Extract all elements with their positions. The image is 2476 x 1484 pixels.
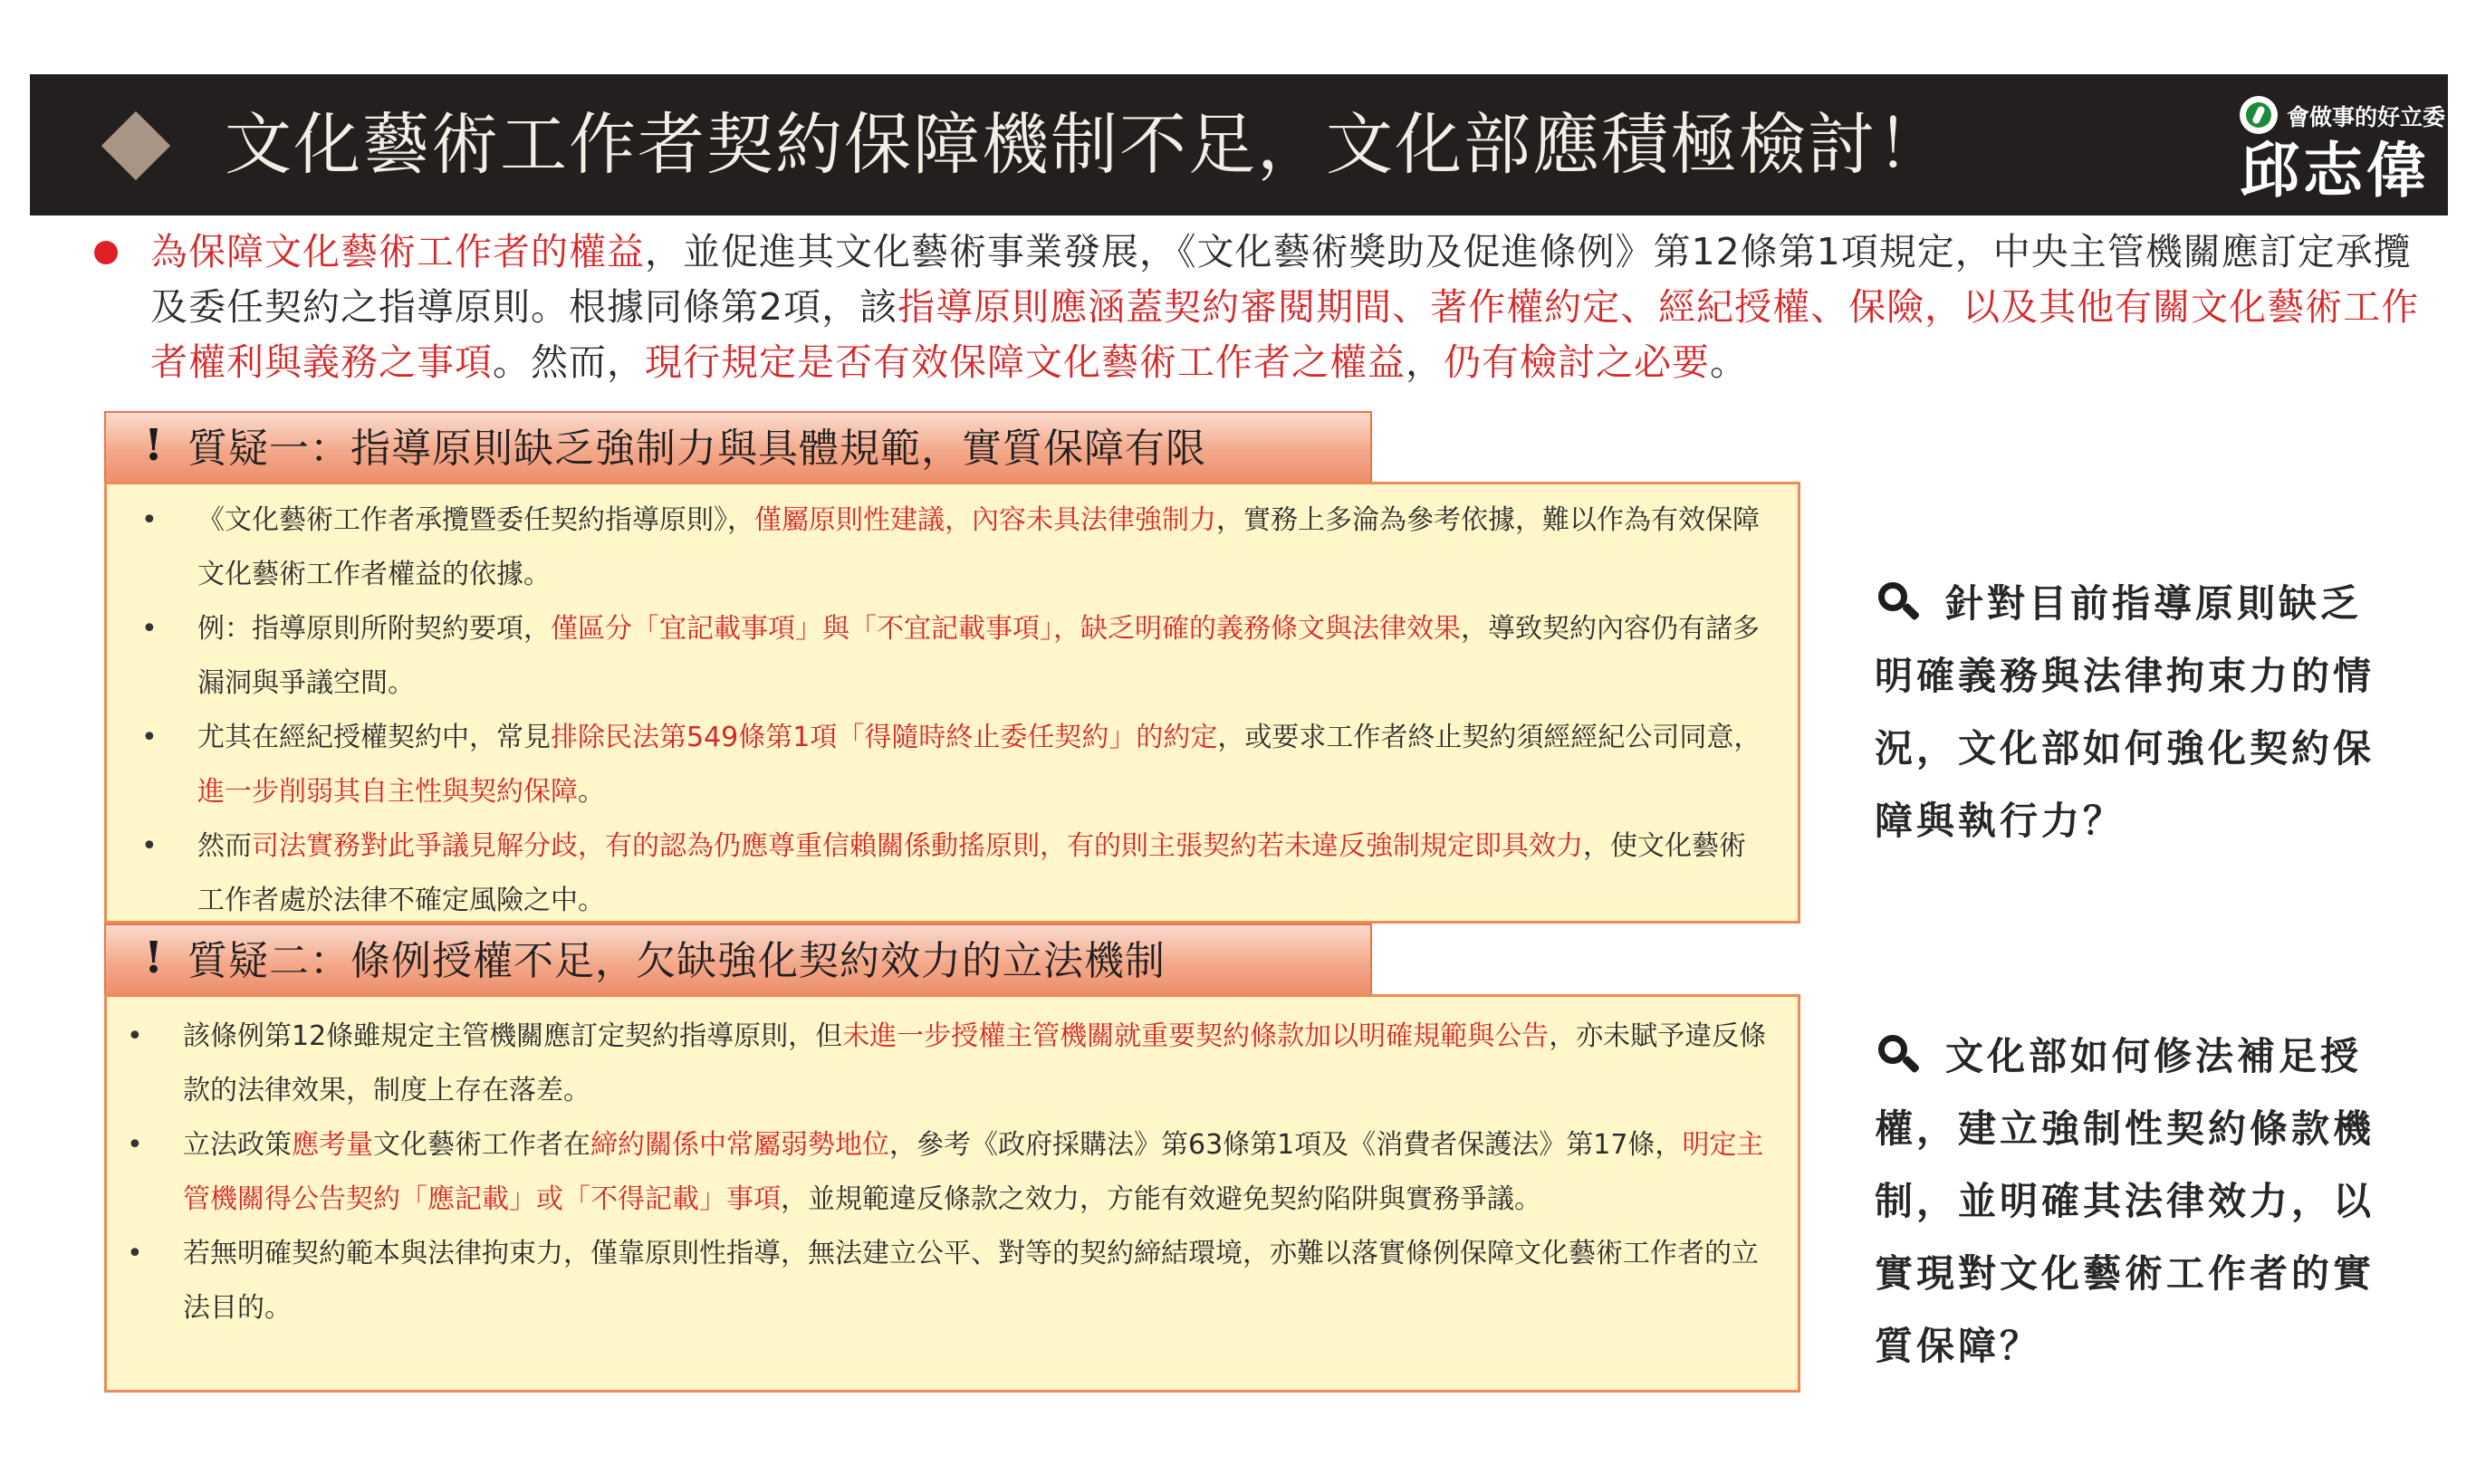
slide-title: 文化藝術工作者契約保障機制不足，文化部應積極檢討！ [225, 106, 1945, 184]
magnifier-icon [1878, 1035, 1918, 1075]
text-segment: 排除民法第549條第1項「得隨時終止委任契約」的約定 [551, 722, 1218, 753]
text-segment: 僅屬原則性建議，內容未具法律強制力 [754, 504, 1216, 536]
doubt1-tab [104, 411, 1372, 483]
text-segment: 司法實務對此爭議見解分歧，有的認為仍應尊重信賴關係動搖原則，有的則主張契約若未違反強制規定即具效力 [252, 830, 1583, 862]
question-1-text: 針對目前指導原則缺乏明確義務與法律拘束力的情況，文化部如何強化契約保障與執行力？ [1875, 581, 2375, 843]
text-segment: 若無明確契約範本與法律拘束力，僅靠原則性指導，無法建立公平、對等的契約締結環境，亦難以落實條例保障文化藝術工作者的立法目的。 [183, 1238, 1759, 1324]
doubt2-bullet [107, 1227, 1798, 1336]
text-segment: 僅區分「宜記載事項」與「不宜記載事項」，缺乏明確的義務條文與法律效果 [551, 613, 1461, 645]
intro-segment: 現行規定是否有效保障文化藝術工作者之權益 [645, 340, 1406, 384]
bullet-dot-icon: • [141, 830, 158, 862]
exclamation-icon: ! [144, 420, 164, 471]
slide-header [30, 74, 2448, 215]
brand-slogan: 會做事的好立委 [2287, 104, 2446, 130]
text-segment: ，參考《政府採購法》第63條第1項及《消費者保護法》第17條， [889, 1129, 1683, 1161]
text-segment: ，導致契約內容仍有諸多漏洞與爭議空間。 [197, 613, 1760, 699]
text-segment: 《文化藝術工作者承攬暨委任契約指導原則》， [197, 504, 754, 536]
intro-segment: ，並促進其文化藝術事業發展，《文化藝術獎助及促進條例》第12條第1項規定，中央主管機關應訂定承攬及委任契約之指導原則。根據同條第2項，該 [150, 230, 2412, 329]
intro-segment: 。然而， [493, 340, 645, 384]
doubt2-bullet [107, 1010, 1798, 1118]
bullet-dot-icon: • [141, 504, 158, 536]
doubt1-box [104, 482, 1800, 924]
exclamation-icon: ! [144, 933, 164, 983]
intro-paragraph [91, 225, 2427, 390]
text-segment: 文化藝術工作者在 [373, 1129, 590, 1161]
question-2 [1875, 1020, 2400, 1383]
intro-segment: 仍有檢討之必要 [1444, 340, 1710, 384]
text-segment: 應考量 [292, 1129, 373, 1161]
text-segment: 例：指導原則所附契約要項， [197, 613, 551, 645]
doubt1-list [107, 493, 1798, 928]
doubt2-list [107, 1010, 1798, 1336]
intro-text [150, 225, 2427, 390]
magnifier-icon [1878, 582, 1918, 622]
text-segment: 立法政策 [183, 1129, 292, 1161]
bullet-dot-icon: • [127, 1238, 143, 1269]
question-1 [1875, 568, 2400, 857]
text-segment: 未進一步授權主管機關就重要契約條款加以明確規範與公告 [842, 1020, 1550, 1052]
text-segment: 。 [578, 776, 605, 808]
bullet-dot-icon: • [127, 1129, 143, 1161]
text-segment: 該條例第12條雖規定主管機關應訂定契約指導原則，但 [183, 1020, 843, 1052]
doubt1-bullet [107, 819, 1798, 928]
text-segment: ，亦未賦予違反條款的法律效果，制度上存在落差。 [183, 1020, 1767, 1106]
doubt2-tab [104, 924, 1372, 996]
doubt2-bullet [107, 1118, 1798, 1227]
bullet-dot-icon: • [127, 1020, 143, 1052]
bullet-dot-icon: • [141, 613, 158, 645]
text-segment: 然而 [197, 830, 252, 862]
text-segment: ，或要求工作者終止契約須經經紀公司同意， [1217, 722, 1761, 753]
intro-segment: 指導原則應涵蓋契約審閱期間、著作權約定、經紀授權、保險，以及其他有關文化藝術工作者權利與義務之事項 [150, 285, 2420, 384]
text-segment: ，並規範違反條款之效力，方能有效避免契約陷阱與實務爭議。 [781, 1183, 1541, 1215]
text-segment: 明定主管機關得公告契約「應記載」或「不得記載」事項 [183, 1129, 1764, 1215]
doubt1-title: 質疑一：指導原則缺乏強制力與具體規範，實質保障有限 [187, 426, 1206, 472]
brand-block [2240, 87, 2446, 206]
bullet-dot-icon: • [141, 722, 158, 753]
doubt1-bullet [107, 711, 1798, 819]
text-segment: 締約關係中常屬弱勢地位 [590, 1129, 889, 1161]
text-segment: ，實務上多淪為參考依據，難以作為有效保障文化藝術工作者權益的依據。 [197, 504, 1760, 590]
doubt2-box [104, 994, 1800, 1393]
intro-segment: ， [1406, 340, 1444, 384]
legislator-name: 邱志偉 [2240, 135, 2430, 206]
intro-segment: 為保障文化藝術工作者的權益 [150, 230, 645, 273]
doubt1-bullet [107, 493, 1798, 602]
text-segment: ，使文化藝術工作者處於法律不確定風險之中。 [197, 830, 1746, 916]
text-segment: 尤其在經紀授權契約中，常見 [197, 722, 551, 753]
doubt2-title: 質疑二：條例授權不足，欠缺強化契約效力的立法機制 [187, 938, 1166, 984]
text-segment: 進一步削弱其自主性與契約保障 [197, 776, 578, 808]
doubt1-bullet [107, 602, 1798, 711]
intro-segment: 。 [1710, 340, 1748, 384]
red-bullet-icon [94, 241, 118, 264]
diamond-icon [101, 111, 170, 180]
party-logo-icon [2240, 96, 2278, 134]
question-2-text: 文化部如何修法補足授權，建立強制性契約條款機制，並明確其法律效力，以實現對文化藝術工作者的實質保障？ [1875, 1034, 2375, 1368]
